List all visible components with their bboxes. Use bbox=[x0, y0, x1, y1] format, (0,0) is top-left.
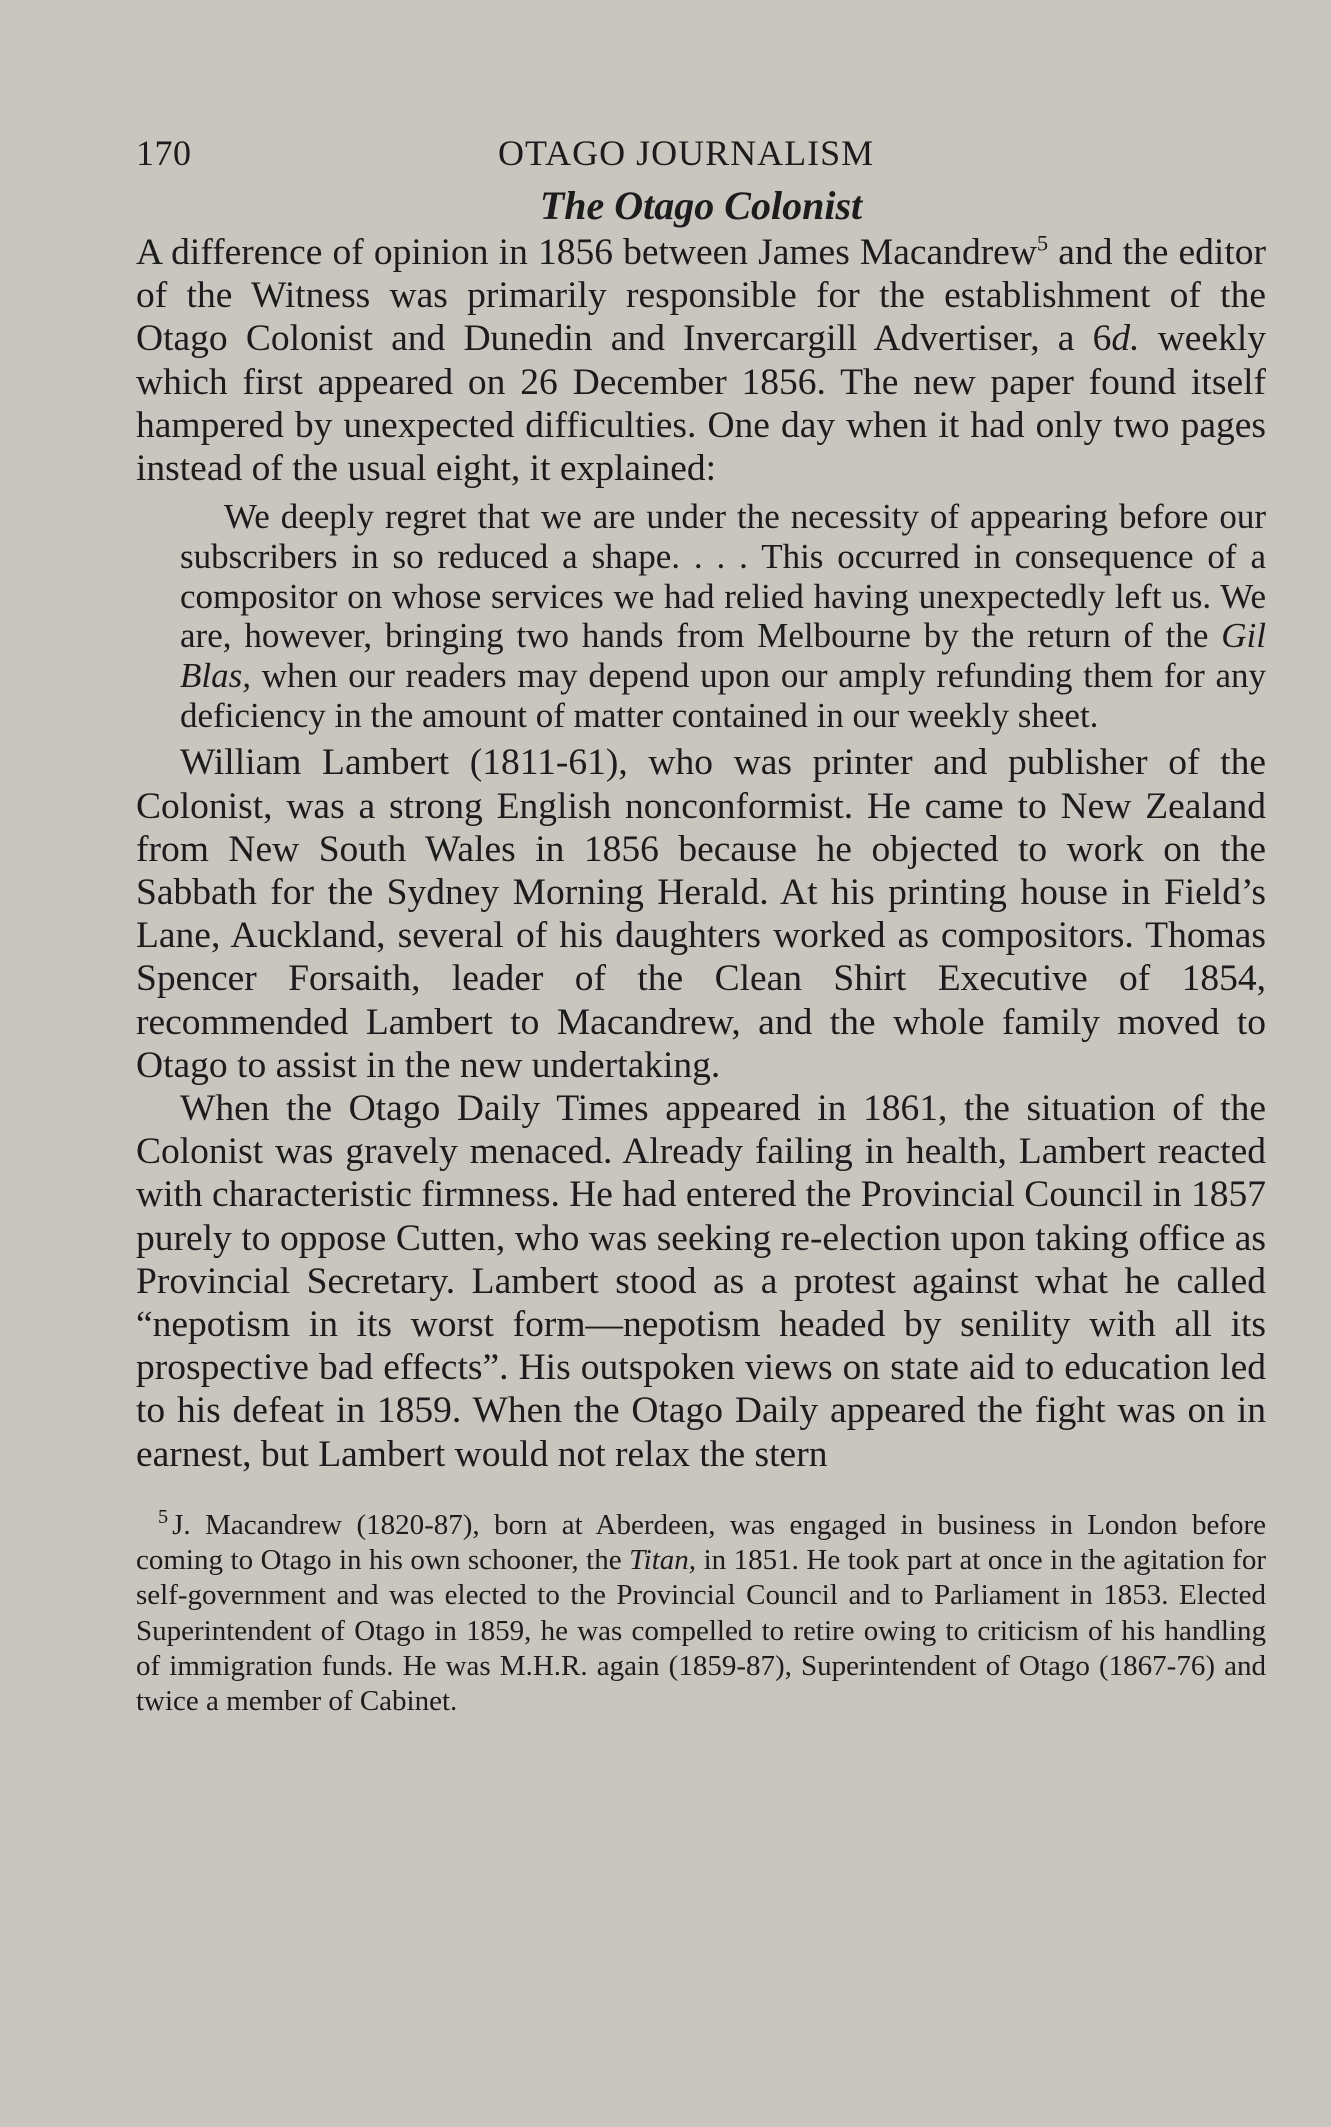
footnote-text-b: in 1851. He took part at once in the agitation for self-government and was elected to the Provincial Council and to Parliament in 1853. Elected Superintendent of Otago in 1859, he was compelled to retire owing to criticism of his handling of immigration funds. He was M.H.R. again (1859-87), Superintendent of Otago (1867-76) and twice a member of Cabinet. bbox=[136, 1544, 1266, 1717]
footnote-text-a: J. Macandrew (1820-87), born at Aberdeen, was engaged in business in London before coming to Otago in his own schooner, the bbox=[136, 1508, 1266, 1577]
book-page bbox=[136, 128, 1266, 1719]
block-quote-text bbox=[180, 497, 1266, 735]
paragraph-1 bbox=[136, 231, 1266, 490]
block-quote bbox=[180, 497, 1266, 735]
price-unit: d. bbox=[1111, 318, 1140, 360]
price-amount: 6 bbox=[1092, 318, 1112, 360]
footnote bbox=[136, 1508, 1266, 1719]
footnote-ship-name: Titan, bbox=[629, 1544, 697, 1577]
running-title: OTAGO JOURNALISM bbox=[498, 133, 875, 173]
footnote-marker: 5 bbox=[158, 1506, 169, 1529]
page-header bbox=[136, 128, 1266, 178]
ship-name: Gil Blas, bbox=[180, 616, 1266, 696]
page-number: 170 bbox=[136, 133, 192, 173]
section-title: The Otago Colonist bbox=[539, 183, 863, 228]
footnote-reference: 5 bbox=[1036, 230, 1049, 256]
quote-text-b: when our readers may depend upon our amply refunding them for any deficiency in the amount of matter contained in our weekly sheet. bbox=[180, 656, 1266, 735]
paragraph-2: William Lambert (1811-61), who was printer and publisher of the Colonist, was a strong English nonconformist. He came to New Zealand from New South Wales in 1856 because he objected to work on the Sabbath for the Sydney Morning Herald. At his printing house in Field’s Lane, Auckland, several of his daughters worked as compositors. Thomas Spencer Forsaith, leader of the Clean Shirt Executive of 1854, recommended Lambert to Macandrew, and the whole family moved to Otago to assist in the new undertaking. bbox=[136, 742, 1266, 1086]
paragraph-1-text-a: A difference of opinion in 1856 between James Macandrew bbox=[136, 232, 1037, 273]
footnote-text bbox=[136, 1508, 1266, 1719]
paragraph-1-text-c: weekly which first appeared on 26 December 1856. The new paper found itself hampered by unexpected difficulties. One day when it had only two pages instead of the usual eight, it explained: bbox=[136, 318, 1266, 490]
quote-text-a: We deeply regret that we are under the necessity of appearing before our subscribers in so reduced a shape. . . . This occurred in consequence of a compositor on whose services we had relied having unexpectedly left us. We are, however, bringing two hands from Melbourne by the return of the bbox=[180, 497, 1266, 656]
paragraph-1-text-b: and the editor of the Witness was primarily responsible for the establishment of the Otago Colonist and Dunedin and Invercargill Advertiser, a bbox=[136, 232, 1266, 360]
paragraph-3: When the Otago Daily Times appeared in 1861, the situation of the Colonist was gravely menaced. Already failing in health, Lambert reacted with characteristic firmness. He had entered the Provincial Council in 1857 purely to oppose Cutten, who was seeking re-election upon taking office as Provincial Secretary. Lambert stood as a protest against what he called “nepotism in its worst form—nepotism headed by senility with all its prospective bad effects”. His outspoken views on state aid to education led to his defeat in 1859. When the Otago Daily appeared the fight was on in earnest, but Lambert would not relax the stern bbox=[136, 1088, 1266, 1475]
